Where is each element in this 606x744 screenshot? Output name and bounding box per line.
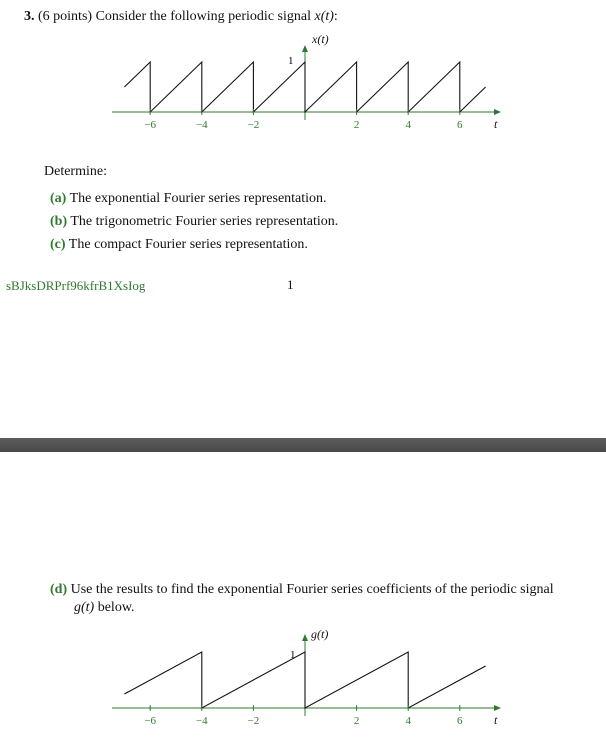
tick-label: 4 <box>405 715 411 727</box>
page-2 <box>0 452 606 744</box>
tick-label: 2 <box>353 715 360 727</box>
problem-intro: Consider the following periodic signal <box>95 9 311 24</box>
g-signal-waveform <box>124 652 485 708</box>
tick-label: −4 <box>195 119 208 131</box>
problem-points: (6 points) <box>38 9 93 24</box>
part-b-text: The trigonometric Fourier series representation. <box>70 214 339 229</box>
problem-heading <box>24 8 338 25</box>
x-signal-waveform <box>124 62 485 112</box>
x-axis-label: t <box>494 117 498 131</box>
part-a <box>50 190 327 207</box>
determine-label: Determine: <box>44 164 107 179</box>
problem-number: 3. <box>24 9 35 24</box>
part-b-letter: (b) <box>50 214 68 229</box>
problem-intro-end: : <box>333 9 338 24</box>
tick-label: −6 <box>144 715 157 727</box>
part-b <box>50 213 338 230</box>
part-d-text-end: below. <box>97 600 135 615</box>
part-d-line-2 <box>74 599 135 616</box>
g-x-axis-label: t <box>494 713 498 727</box>
tick-label: 4 <box>405 119 411 131</box>
tick-label: −6 <box>144 119 157 131</box>
g-x-axis-arrow <box>494 705 501 711</box>
tick-label: 6 <box>457 715 463 727</box>
g-y-axis-arrow <box>302 634 308 641</box>
part-d-signal-symbol: g(t) <box>74 600 95 615</box>
part-c-text: The compact Fourier series representation. <box>68 237 308 252</box>
footer-id-code: sBJksDRPrf96kfrB1XsIog <box>6 278 146 293</box>
y-axis-label: x(t) <box>312 32 329 46</box>
part-c <box>50 236 308 253</box>
peak-label: 1 <box>288 55 294 67</box>
figure-g-signal <box>0 622 606 742</box>
part-d-letter: (d) <box>50 582 68 597</box>
part-a-text: The exponential Fourier series representation. <box>69 191 327 206</box>
g-peak-label: 1 <box>290 649 296 661</box>
problem-signal-symbol: x(t) <box>314 9 334 24</box>
tick-label: −4 <box>195 715 208 727</box>
part-d-line-1 <box>50 581 554 598</box>
y-axis-arrow <box>302 45 308 52</box>
x-axis-arrow <box>494 109 501 115</box>
tick-label: −2 <box>247 715 260 727</box>
tick-label: 2 <box>353 119 360 131</box>
tick-label: −2 <box>247 119 260 131</box>
page-separator <box>0 438 606 452</box>
tick-label: 6 <box>457 119 463 131</box>
figure-x-signal <box>0 24 606 144</box>
part-c-letter: (c) <box>50 237 66 252</box>
part-a-letter: (a) <box>50 191 67 206</box>
part-d-text: Use the results to find the exponential Fourier series coefficients of the periodic signal <box>70 582 554 597</box>
g-y-axis-label: g(t) <box>311 627 329 641</box>
page-number: 1 <box>287 277 294 292</box>
